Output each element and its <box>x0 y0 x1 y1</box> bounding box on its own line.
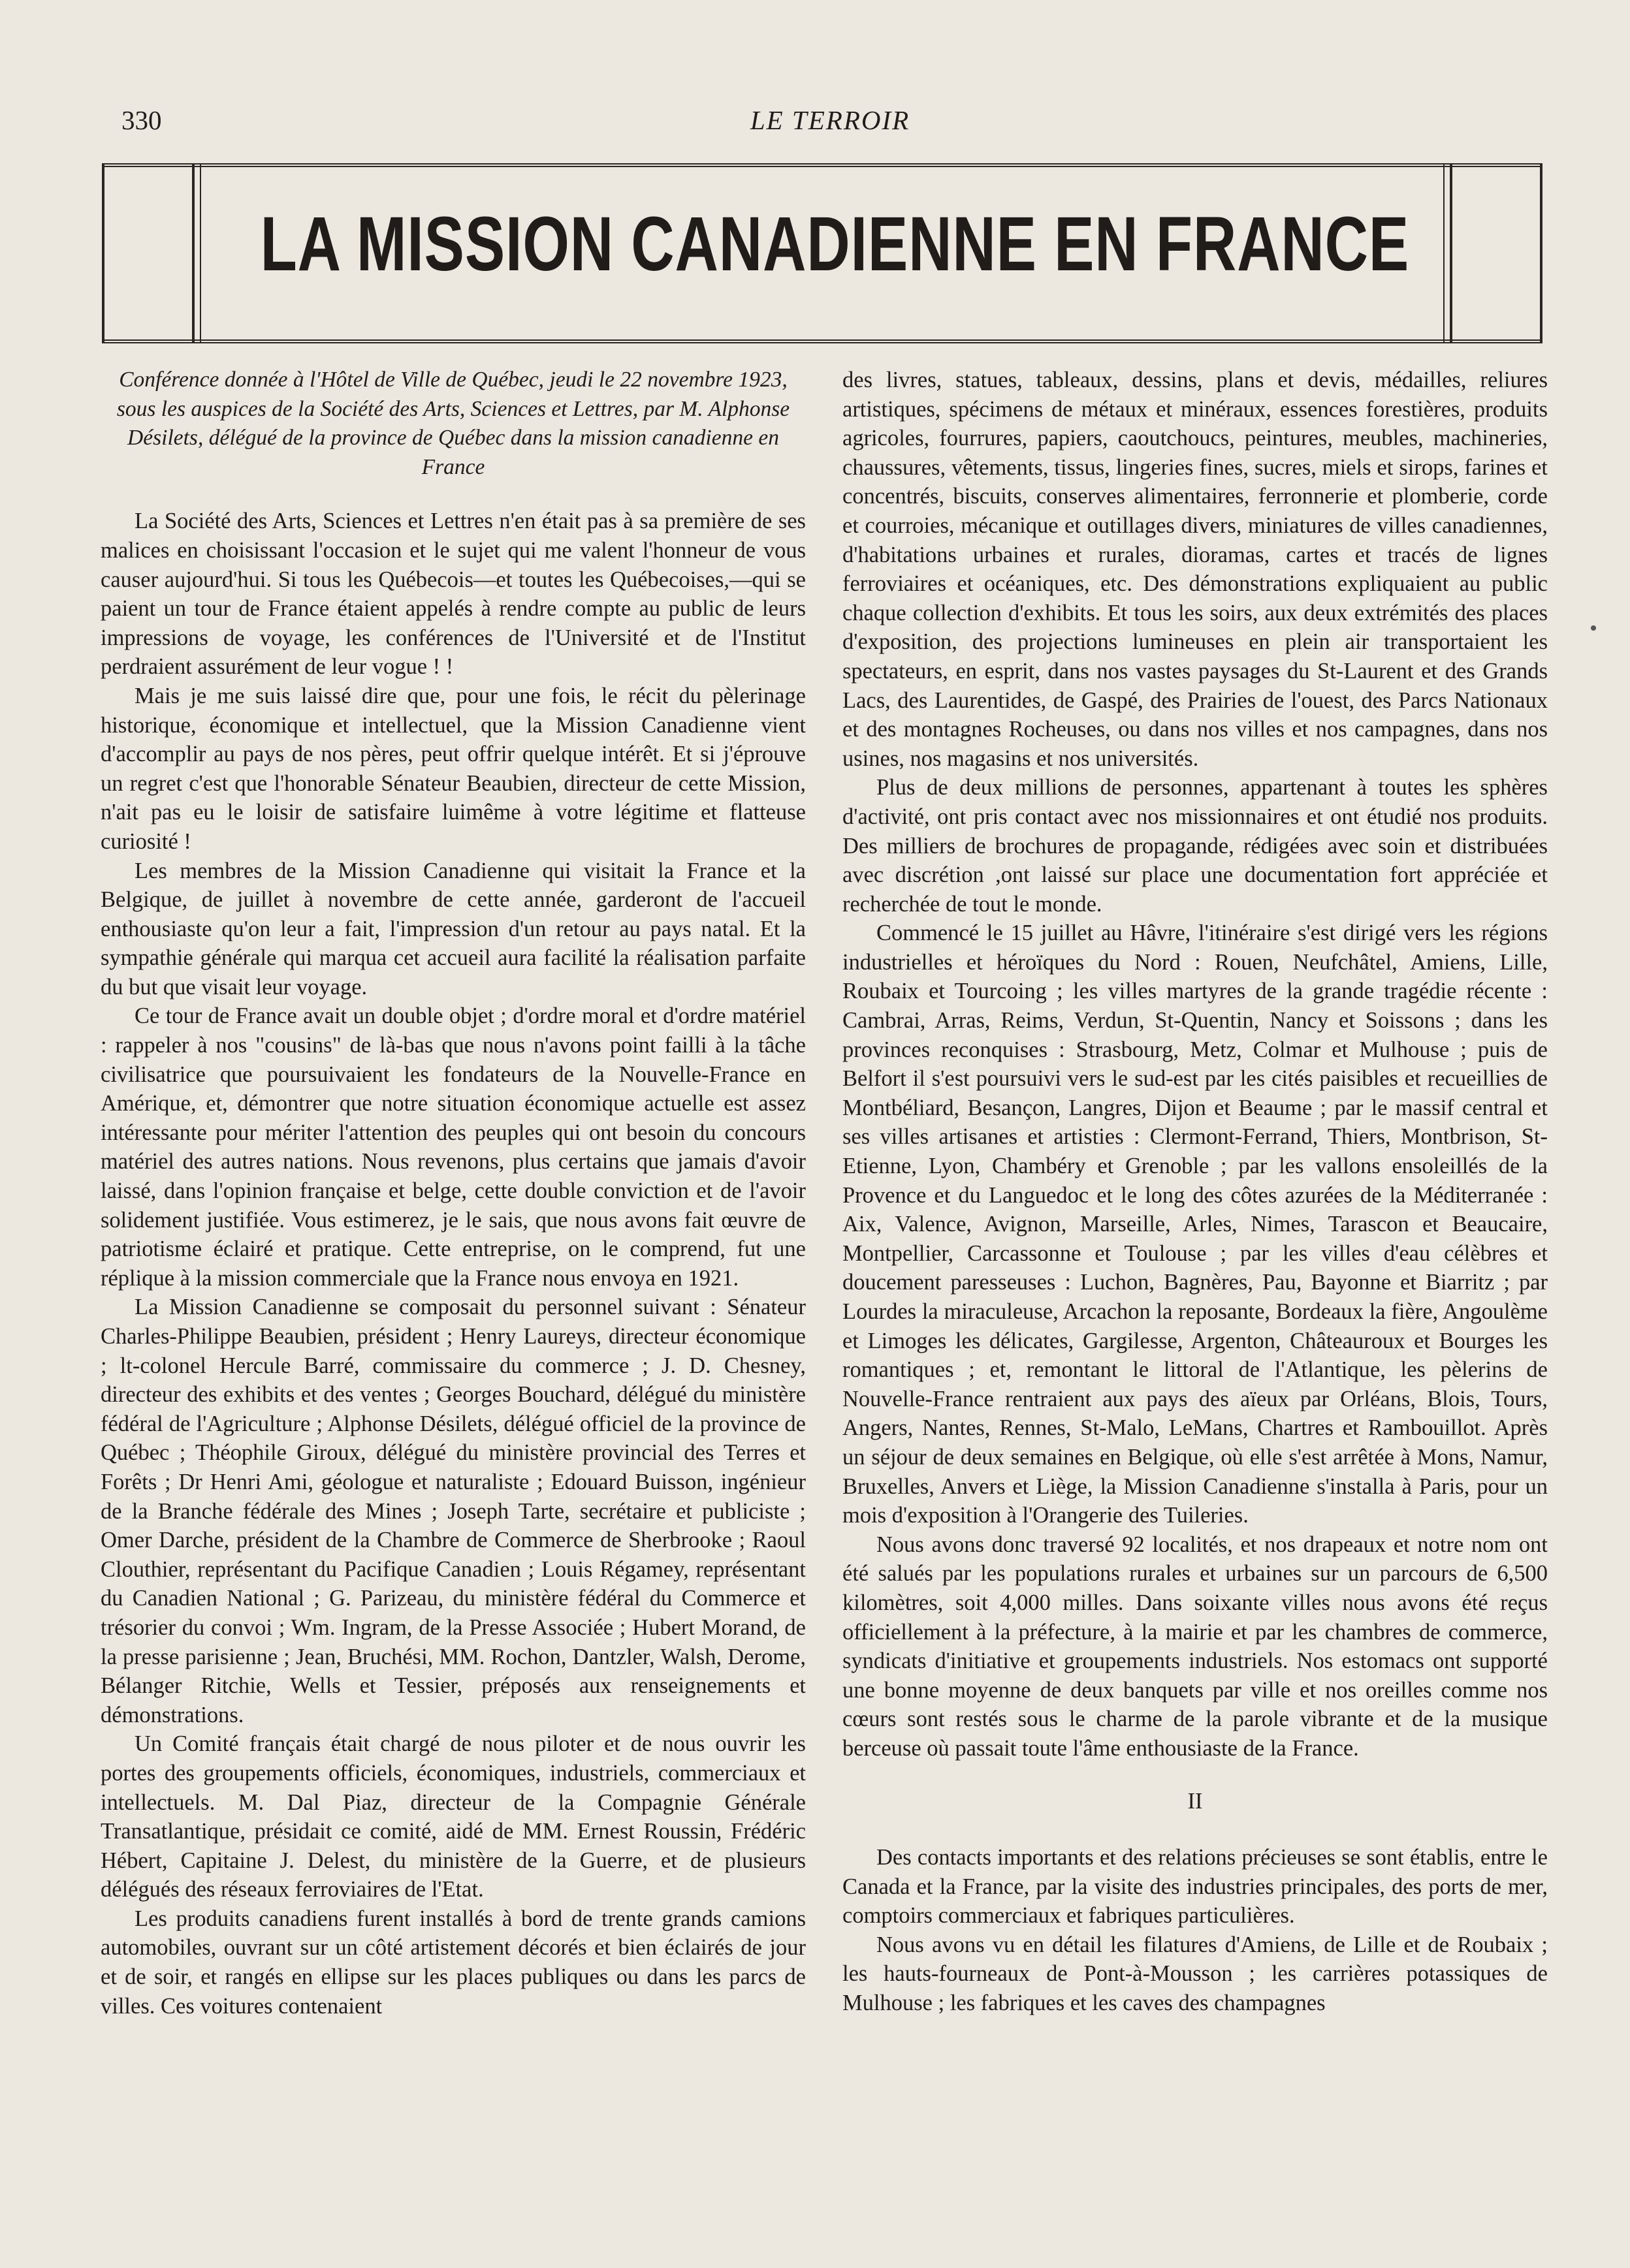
paragraph: Les membres de la Mission Canadienne qui visitait la France et la Belgique, de juillet à novembre de cette année, garderont de l'accueil enthousiaste qu'on leur a fait, l'impression d'un retour au pays natal. Et la sympathie générale qui marqua cet accueil aura facilité la réalisation parfaite du but que visait leur voyage. <box>101 858 806 1000</box>
frame-rule <box>102 163 104 343</box>
section-number: II <box>1187 1788 1203 1814</box>
paragraph: Plus de deux millions de personnes, appartenant à toutes les sphères d'activité, ont pris contact avec nos missionnaires et ont étudié nos produits. Des milliers de brochures de propagande, rédigées avec soin et distribuées avec discrétion ,ont laissé sur place une documentation fort appréciée et recherchée de tout le monde. <box>842 775 1548 917</box>
frame-rule <box>1540 163 1542 343</box>
paragraph: Les produits canadiens furent installés à bord de trente grands camions automobiles, ouvrant sur un côté artistement décorés et bien éclairés de jour et de soir, et rangés en ellipse sur les places publiques ou dans les parcs de villes. Ces voitures contenaient <box>101 1906 806 2019</box>
paragraph: Nous avons vu en détail les filatures d'Amiens, de Lille et de Roubaix ; les hauts-fourneaux de Pont-à-Mousson ; les carrières potassiques de Mulhouse ; les fabriques et les caves des champagnes <box>842 1932 1548 2016</box>
intro-note: Conférence donnée à l'Hôtel de Ville de Québec, jeudi le 22 novembre 1923, sous les auspices de la Société des Arts, Sciences et Lettres, par M. Alphonse Désilets, délégué de la province de Québec dans la mission canadienne en France <box>116 368 790 479</box>
running-head <box>121 104 1539 144</box>
paragraph: des livres, statues, tableaux, dessins, plans et devis, médailles, reliures artistiques, spécimens de métaux et minéraux, essences forestières, produits agricoles, fourrures, papiers, caoutchoucs, peintures, meubles, machineries, chaussures, vêtements, tissus, lingeries fines, sucres, miels et sirops, farines et concentrés, biscuits, conserves alimentaires, ferronnerie et plomberie, corde et courroies, mécanique et outillages divers, miniatures de villes canadiennes, d'habitations urbaines et rurales, dioramas, cartes et tracés de lignes ferroviaires et océaniques, etc. Des démonstrations expliquaient au public chaque collection d'exhibits. Et tous les soirs, aux deux extrémités des places d'exposition, des projections lumineuses en plein air transportaient les spectateurs, en esprit, dans nos vastes paysages du St-Laurent et des Grands Lacs, des Laurentides, de Gaspé, des Prairies de l'ouest, des Parcs Nationaux et des montagnes Rocheuses, ou dans nos villes et nos campagnes, dans nos usines, nos magasins et nos universités. <box>842 368 1548 771</box>
title-frame <box>102 163 1542 343</box>
left-column <box>101 366 806 2021</box>
page-number: 330 <box>121 105 162 135</box>
frame-rule <box>1443 163 1445 343</box>
paragraph: Un Comité français était chargé de nous piloter et de nous ouvrir les portes des groupements officiels, économiques, industriels, commerciaux et intellectuels. M. Dal Piaz, directeur de la Compagnie Générale Transatlantique, présidait ce comité, aidé de MM. Ernest Roussin, Frédéric Hébert, Capitaine J. Delest, du ministère de la Guerre, et de plusieurs délégués des réseaux ferroviaires de l'Etat. <box>101 1731 806 1902</box>
paragraph: Nous avons donc traversé 92 localités, et nos drapeaux et notre nom ont été salués par les populations rurales et urbaines sur un parcours de 6,500 kilomètres, soit 4,000 milles. Dans soixante villes nous avons été reçus officiellement à la préfecture, à la mairie et par les chambres de commerce, syndicats d'initiative et groupements industriels. Nos estomacs ont supporté une bonne moyenne de deux banquets par ville et nos oreilles comme nos cœurs sont restés sous le charme de la parole vibrante et de la musique berceuse où passait toute l'âme enthousiaste de la France. <box>842 1532 1548 1761</box>
paragraph: Des contacts importants et des relations précieuses se sont établis, entre le Canada et la France, par la visite des industries principales, des ports de mer, comptoirs commerciaux et fabriques particulières. <box>842 1845 1548 1929</box>
margin-dot <box>1591 625 1596 631</box>
frame-rule <box>1450 163 1452 343</box>
frame-rule <box>192 163 195 343</box>
paragraph: Commencé le 15 juillet au Hâvre, l'itinéraire s'est dirigé vers les régions industrielles et héroïques du Nord : Rouen, Neufchâtel, Amiens, Lille, Roubaix et Tourcoing ; les villes martyres de la grande tragédie récente : Cambrai, Arras, Reims, Verdun, St-Quentin, Nancy et Soissons ; dans les provinces reconquises : Strasbourg, Metz, Colmar et Mulhouse ; puis de Belfort il s'est poursuivi vers le sud-est par les cités paisibles et recueillies de Montbéliard, Besançon, Langres, Dijon et Beaume ; par le massif central et ses villes artisanes et artisties : Clermont-Ferrand, Thiers, Montbrison, St-Etienne, Lyon, Chambéry et Grenoble ; par les vallons ensoleillés de la Provence et du Languedoc et le long des côtes azurées de la Méditerranée : Aix, Valence, Avignon, Marseille, Arles, Nimes, Tarascon et Beaucaire, Montpellier, Carcassonne et Toulouse ; par les villes d'eau célèbres et doucement paresseuses : Luchon, Bagnères, Pau, Bayonne et Biarritz ; par Lourdes la miraculeuse, Arcachon la reposante, Bordeaux la fière, Angoulème et Limoges les délicates, Gargilesse, Argenton, Châteauroux et Bourges les romantiques ; et, remontant le littoral de l'Atlantique, les pèlerins de Nouvelle-France rentraient aux pays des aïeux par Orléans, Blois, Tours, Angers, Nantes, Rennes, St-Malo, LeMans, Chartres et Rambouillot. Après un séjour de deux semaines en Belgique, où elle s'est arrêtée à Mons, Namur, Bruxelles, Anvers et Liège, la Mission Canadienne s'installa à Paris, pour un mois d'exposition à l'Orangerie des Tuileries. <box>842 921 1548 1528</box>
journal-title: LE TERROIR <box>750 105 910 135</box>
paragraph: La Société des Arts, Sciences et Lettres n'en était pas à sa première de ses malices en choisissant l'occasion et le sujet qui me valent l'honneur de vous causer aujourd'hui. Si tous les Québecois—et toutes les Québecoises,—qui se paient un tour de France étaient appelés à rendre compte au public de leurs impressions de voyage, les conférences de l'Université et de l'Institut perdraient assurément de leur vogue ! ! <box>101 509 806 680</box>
paragraph: Ce tour de France avait un double objet ; d'ordre moral et d'ordre matériel : rappeler à nos "cousins" de là-bas que nous n'avons point failli à la tâche civilisatrice que poursuivaient les fondateurs de la Nouvelle-France en Amérique, et, démontrer que notre situation économique actuelle est assez intéressante pour mériter l'attention des peuples qui ont besoin du concours matériel des autres nations. Nous revenons, plus certains que jamais d'avoir laissé, dans l'opinion française et belge, cette double conviction et de l'avoir solidement justifiée. Vous estimerez, je le sais, que nous avons fait œuvre de patriotisme éclairé et pratique. Cette entreprise, on le comprend, fut une réplique à la mission commerciale que la France nous envoya en 1921. <box>101 1003 806 1291</box>
frame-rule <box>200 163 201 343</box>
right-column <box>842 366 1548 2018</box>
paragraph: Mais je me suis laissé dire que, pour une fois, le récit du pèlerinage historique, économique et intellectuel, que la Mission Canadienne vient d'accomplir au pays de nos pères, peut offrir quelque intérêt. Et si j'éprouve un regret c'est que l'honorable Sénateur Beaubien, directeur de cette Mission, n'ait pas eu le loisir de satisfaire luimême à votre légitime et flatteuse curiosité ! <box>101 683 806 854</box>
paragraph: La Mission Canadienne se composait du personnel suivant : Sénateur Charles-Philippe Beaubien, président ; Henry Laureys, directeur économique ; lt-colonel Hercule Barré, commissaire du commerce ; J. D. Chesney, directeur des exhibits et des ventes ; Georges Bouchard, délégué du ministère fédéral de l'Agriculture ; Alphonse Désilets, délégué officiel de la province de Québec ; Théophile Giroux, délégué du ministère provincial des Terres et Forêts ; Dr Henri Ami, géologue et naturaliste ; Edouard Buisson, ingénieur de la Branche fédérale des Mines ; Joseph Tarte, secrétaire et publiciste ; Omer Darche, président de la Chambre de Commerce de Sherbrooke ; Raoul Clouthier, représentant du Pacifique Canadien ; Louis Régamey, représentant du Canadien National ; G. Parizeau, du ministère fédéral du Commerce et trésorier du convoi ; Wm. Ingram, de la Presse Associée ; Hubert Morand, de la presse parisienne ; Jean, Bruchési, MM. Rochon, Dantzler, Walsh, Derome, Bélanger Ritchie, Wells et Tessier, préposés aux renseignements et démonstrations. <box>101 1295 806 1727</box>
article-title: LA MISSION CANADIENNE EN FRANCE <box>260 201 1410 287</box>
